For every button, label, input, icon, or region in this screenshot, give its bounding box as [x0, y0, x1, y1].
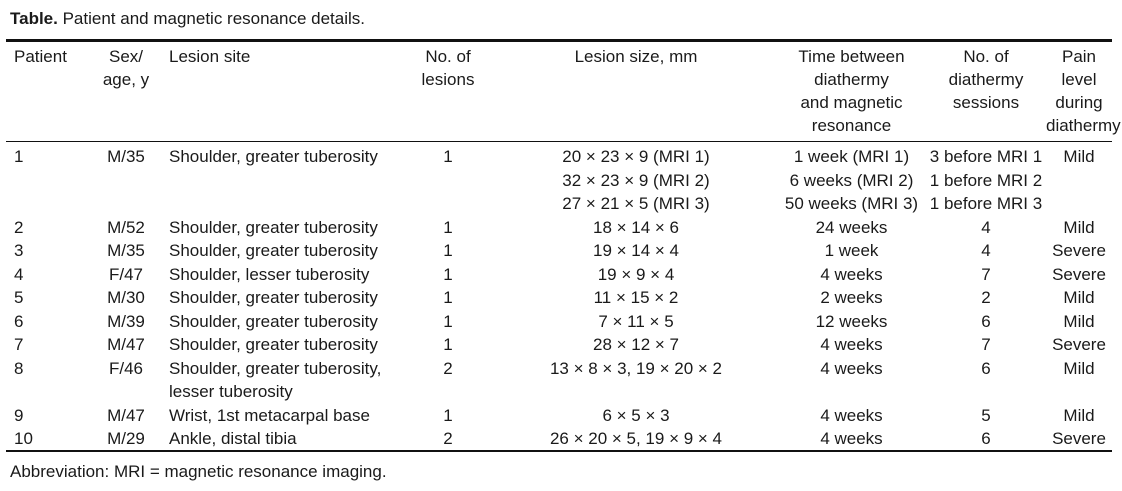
cell-patient: 5 [14, 288, 24, 307]
cell-no-of-lesions: 1 [443, 311, 453, 331]
cell-pain-level: Severe [1052, 241, 1106, 260]
cell-patient: 2 [14, 217, 24, 237]
cell-pain-level: Mild [1063, 147, 1095, 166]
cell-patient: 1 [14, 147, 24, 166]
cell-lesion-size: 19 × 14 × 4 [592, 241, 680, 260]
table-row [6, 263, 1112, 287]
cell-lesion-size: 13 × 8 × 3, 19 × 20 × 2 [549, 358, 723, 378]
cell-lesion-size: 18 × 14 × 6 [592, 217, 680, 237]
cell-lesion-size: 19 × 9 × 4 [597, 264, 675, 284]
cell-no-of-lesions: 2 [443, 358, 453, 378]
header-time-between: Time between diathermy and magnetic resonance [798, 47, 905, 135]
cell-no-of-lesions: 1 [443, 147, 453, 166]
cell-time-between: 1 week (MRI 1) 6 weeks (MRI 2) 50 weeks (MRI 3) [784, 147, 919, 213]
cell-sex-age: F/47 [108, 264, 144, 284]
cell-no-of-lesions: 1 [443, 217, 453, 237]
table-row [6, 427, 1112, 451]
cell-lesion-site: Shoulder, lesser tuberosity [169, 264, 370, 284]
cell-no-of-lesions: 1 [443, 288, 453, 307]
cell-no-of-lesions: 1 [443, 241, 453, 260]
cell-patient: 10 [14, 429, 33, 448]
table-row [6, 141, 1112, 216]
cell-lesion-site: Shoulder, greater tuberosity [169, 217, 378, 237]
cell-pain-level: Severe [1052, 429, 1106, 448]
table-row [6, 286, 1112, 310]
cell-patient: 6 [14, 311, 24, 331]
cell-pain-level: Severe [1052, 335, 1106, 354]
cell-lesion-size: 26 × 20 × 5, 19 × 9 × 4 [549, 429, 723, 448]
cell-patient: 9 [14, 405, 24, 425]
table-row [6, 310, 1112, 334]
cell-lesion-site: Shoulder, greater tuberosity [169, 241, 378, 260]
cell-lesion-size: 7 × 11 × 5 [598, 311, 674, 331]
cell-no-of-sessions: 6 [981, 429, 991, 448]
cell-sex-age: M/47 [107, 335, 145, 354]
header-sex-age: Sex/ age, y [102, 47, 150, 89]
table-row [6, 333, 1112, 357]
cell-pain-level: Mild [1063, 358, 1095, 378]
cell-patient: 4 [14, 264, 24, 284]
cell-lesion-size: 6 × 5 × 3 [602, 405, 670, 425]
cell-sex-age: M/30 [107, 288, 145, 307]
top-rule [6, 39, 1112, 42]
cell-no-of-lesions: 1 [443, 264, 453, 284]
cell-sex-age: M/35 [107, 241, 145, 260]
cell-pain-level: Mild [1063, 405, 1095, 425]
caption-text: Patient and magnetic resonance details. [57, 9, 366, 28]
caption-label: Table. [10, 9, 58, 28]
cell-pain-level: Severe [1052, 264, 1106, 284]
cell-no-of-sessions: 5 [981, 405, 991, 425]
cell-lesion-site: Shoulder, greater tuberosity [169, 335, 378, 354]
cell-sex-age: M/47 [107, 405, 145, 425]
cell-sex-age: M/52 [107, 217, 145, 237]
cell-lesion-site: Shoulder, greater tuberosity, lesser tuberosity [169, 358, 382, 401]
cell-lesion-size: 20 × 23 × 9 (MRI 1) 32 × 23 × 9 (MRI 2) 27 × 21 × 5 (MRI 3) [562, 147, 710, 213]
cell-no-of-sessions: 4 [981, 217, 991, 237]
cell-time-between: 4 weeks [820, 335, 883, 354]
cell-lesion-site: Wrist, 1st metacarpal base [169, 405, 370, 425]
header-no-of-lesions: No. of lesions [421, 47, 475, 89]
table-row [6, 239, 1112, 263]
cell-patient: 8 [14, 358, 24, 378]
cell-patient: 7 [14, 335, 24, 354]
cell-lesion-site: Ankle, distal tibia [169, 429, 297, 448]
header-lesion-site: Lesion site [169, 47, 251, 66]
cell-sex-age: M/39 [107, 311, 145, 331]
cell-no-of-lesions: 2 [443, 429, 453, 448]
cell-lesion-size: 28 × 12 × 7 [592, 335, 680, 354]
table-row [6, 357, 1112, 404]
cell-lesion-site: Shoulder, greater tuberosity [169, 288, 378, 307]
patient-table [6, 45, 1121, 451]
cell-time-between: 4 weeks [820, 429, 883, 448]
cell-time-between: 2 weeks [820, 288, 883, 307]
footnote: Abbreviation: MRI = magnetic resonance imaging. [10, 462, 387, 481]
cell-pain-level: Mild [1063, 311, 1095, 331]
table-row [6, 216, 1112, 240]
header-row [6, 45, 1112, 141]
cell-time-between: 1 week [824, 241, 879, 260]
cell-time-between: 4 weeks [820, 264, 883, 284]
cell-no-of-sessions: 3 before MRI 1 1 before MRI 2 1 before MRI 3 [929, 147, 1043, 213]
cell-no-of-sessions: 4 [981, 241, 991, 260]
cell-no-of-lesions: 1 [443, 335, 453, 354]
cell-sex-age: M/35 [107, 147, 145, 166]
cell-no-of-sessions: 7 [981, 264, 991, 284]
cell-no-of-sessions: 6 [981, 358, 991, 378]
cell-time-between: 4 weeks [820, 358, 883, 378]
cell-pain-level: Mild [1063, 217, 1095, 237]
cell-pain-level: Mild [1063, 288, 1095, 307]
cell-no-of-sessions: 2 [981, 288, 991, 307]
cell-time-between: 24 weeks [815, 217, 888, 237]
cell-no-of-sessions: 7 [981, 335, 991, 354]
header-patient: Patient [14, 47, 67, 66]
cell-lesion-site: Shoulder, greater tuberosity [169, 311, 378, 331]
cell-sex-age: M/29 [107, 429, 145, 448]
table-caption [10, 8, 365, 30]
header-pain-level: Pain level during diathermy [1046, 47, 1121, 135]
cell-lesion-size: 11 × 15 × 2 [593, 288, 679, 307]
cell-patient: 3 [14, 241, 24, 260]
cell-no-of-lesions: 1 [443, 405, 453, 425]
cell-sex-age: F/46 [108, 358, 144, 378]
cell-time-between: 12 weeks [815, 311, 888, 331]
header-no-of-sessions: No. of diathermy sessions [948, 47, 1024, 112]
header-lesion-size: Lesion size, mm [574, 47, 698, 66]
table-row [6, 404, 1112, 428]
cell-lesion-site: Shoulder, greater tuberosity [169, 147, 378, 166]
cell-no-of-sessions: 6 [981, 311, 991, 331]
cell-time-between: 4 weeks [820, 405, 883, 425]
